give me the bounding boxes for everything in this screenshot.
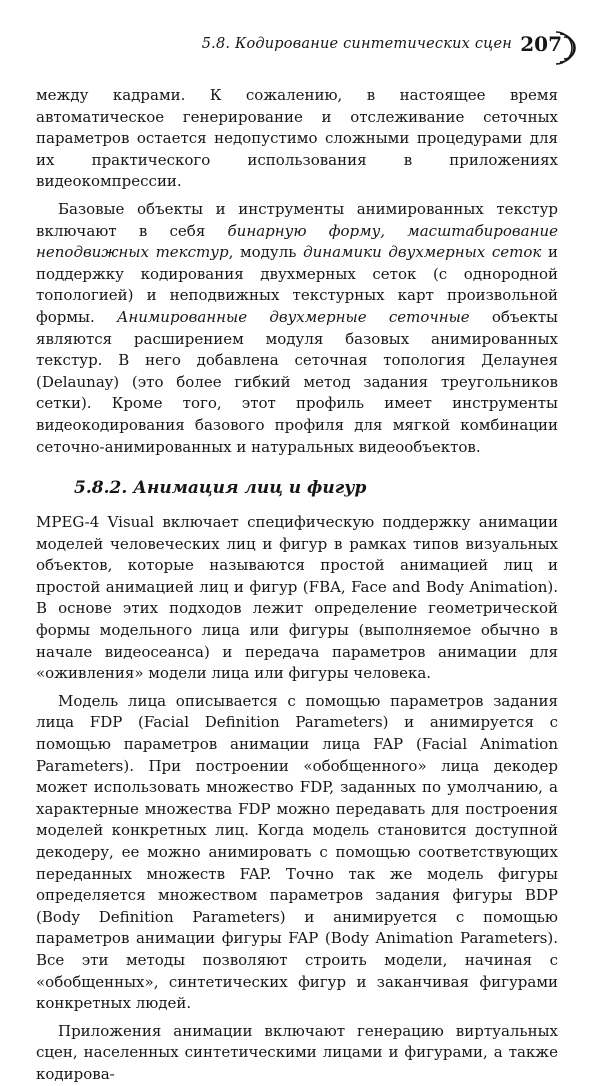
paragraph-4: Модель лица описывается с помощью параметров задания лица FDP (Facial Definition Parameters) и анимируется с помощью параметров анимации лица FAP (Facial Animation Parameters). При построении «обобщенного» лица декодер может использовать множество FDP, заданных по умолчанию, а характерные множества FDP можно передавать для построения моделей конкретных лиц. Когда модель становится доступной декодеру, ее можно анимировать с помощью соответствующих переданных множеств FAP. Точно так же модель фигуры определяется множеством параметров задания фигуры BDP (Body Definition Parameters) и анимируется с помощью параметров анимации фигуры FAP (Body Animation Parameters). Все эти методы позволяют строить модели, начиная с «обобщенных», синтетических фигур и заканчивая фигурами конкретных людей.: [36, 691, 558, 1013]
page-number: 207: [520, 32, 562, 56]
paragraph-2-text-1: Базовые объекты и инструменты анимированных текстур включают в себя: [36, 199, 558, 240]
paragraph-2-text-4: объекты являются расширением модуля базовых анимированных текстур. В него добавлена сеточная топология Делаунея (Delaunay) (это более гибкий метод задания треугольников сетки). Кроме того, этот профиль имеет инструменты видеокодирования базового профиля для мягкой комбинации сеточно-анимированных и натуральных видеообъектов.: [36, 307, 558, 456]
paragraph-1: между кадрами. К сожалению, в настоящее время автоматическое генерирование и отслеживание сеточных параметров остается недопустимо сложными процедурами для их практического использования в приложениях видеокомпрессии.: [36, 86, 558, 191]
running-title: 5.8. Кодирование синтетических сцен: [201, 36, 512, 52]
paragraph-2-emphasis-1: бинарную форму, масштабирование неподвижных текстур: [36, 221, 558, 262]
paragraph-5: Приложения анимации включают генерацию виртуальных сцен, населенных синтетическими лицами и фигурами, а также кодирова-: [36, 1021, 558, 1083]
paragraph-2-emphasis-2: динамики двухмерных сеток: [303, 243, 542, 262]
page-number-ornament-icon: [552, 30, 576, 66]
page-body: [36, 85, 558, 1086]
running-header: [0, 30, 604, 70]
paragraph-3: MPEG-4 Visual включает специфическую поддержку анимации моделей человеческих лиц и фигур в рамках типов визуальных объектов, которые называются простой анимацией лиц и простой анимацией лиц и фигур (FBA, Face and Body Animation). В основе этих подходов лежит определение геометрической формы модельного лица или фигуры (выполняемое обычно в начале видеосеанса) и передача параметров анимации для «оживления» модели лица или фигуры человека.: [36, 513, 558, 683]
paragraph-2-text-2: , модуль: [228, 243, 304, 262]
paragraph-2-emphasis-3: Анимированные двухмерные сеточные: [116, 307, 470, 326]
paragraph-2-text-3: и поддержку кодирования двухмерных сеток (с однородной топологией) и неподвижных текстурных карт произвольной формы.: [36, 243, 559, 326]
paragraph-2: [36, 199, 558, 458]
section-heading: 5.8.2. Анимация лиц и фигур: [74, 478, 367, 499]
